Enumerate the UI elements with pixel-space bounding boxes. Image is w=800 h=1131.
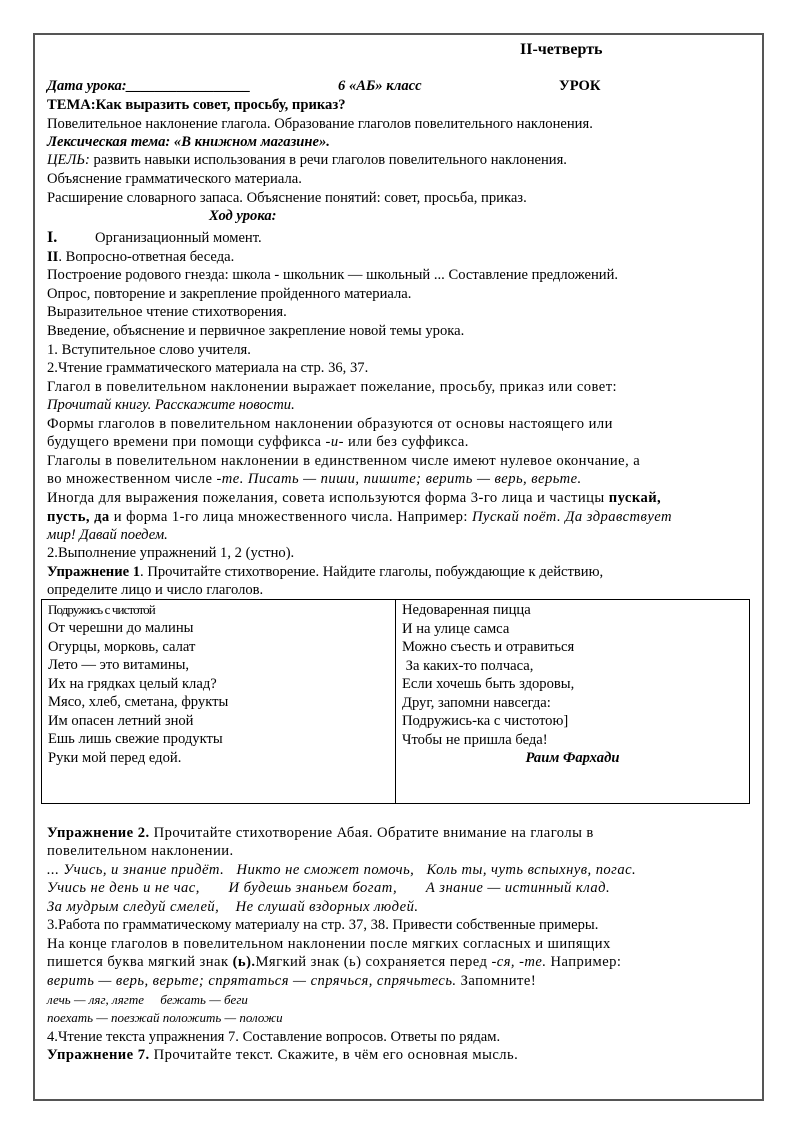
text-line: Опрос, повторение и закрепление пройденного материала. [47,286,412,302]
text-line: 3.Работа по грамматическому материалу на стр. 37, 38. Привести собственные примеры. [47,917,599,933]
poem-line: Руки мой перед едой. [48,749,182,766]
exercise-1-text: . Прочитайте стихотворение. Найдите глаголы, побуждающие к действию, [140,564,604,580]
text-line: 2.Выполнение упражнений 1, 2 (устно). [47,545,295,561]
text-line: 1. Вступительное слово учителя. [47,342,251,358]
goal-line [47,151,756,169]
date-blank: _________________ [126,78,251,94]
exercise-1-label: Упражнение 1 [47,564,141,580]
topic-label: ТЕМА: [47,97,96,113]
text-line [47,470,756,488]
poem-line: И на улице самса [402,620,510,637]
exercise-2-line [47,824,756,842]
text-line [47,972,756,990]
suffix-span: -ся, -те. [491,954,547,970]
abai-verse-line: Учись не день и не час, И будешь знаньем богат, А знание — истинный клад. [47,880,611,896]
poem-line: Мясо, хлеб, сметана, фрукты [48,694,229,710]
soft-sign-span: (ь). [232,954,256,970]
poem-line: Недоваренная пицца [402,602,531,618]
text-span: во множественном числе [47,471,217,487]
abai-verse-line: За мудрым следуй смелей, Не слушай вздорных людей. [47,899,419,915]
example-line: Прочитай книгу. Расскажите новости. [47,397,295,413]
date-label: Дата урока: [47,78,127,94]
text-line: Глагол в повелительном наклонении выражает пожелание, просьбу, приказ или совет: [47,379,618,395]
poem-line: Можно съесть и отравиться [402,639,575,655]
poem-line: Подружись-ка с чистотою] [402,713,569,729]
section-2 [47,248,756,266]
poem-author: Раим Фархади [525,750,620,766]
goal-text: развить навыки использования в речи глаголов повелительного наклонения. [89,152,567,168]
text-span: Запомните! [456,973,537,989]
text-span: будущего времени при помощи суффикса [47,434,326,450]
topic-text: Как выразить совет, просьбу, приказ? [95,97,346,113]
section-1-number: I. [47,229,58,246]
topic-line [47,96,756,114]
class-label: 6 «АБ» класс [338,78,422,94]
example-line: лечь — ляг, лягте бежать — беги [47,992,248,1007]
text-span: Мягкий знак (ь) сохраняется перед [255,954,492,970]
text-line [47,953,756,971]
poem-line: Чтобы не пришла беда! [402,731,548,748]
poem-line: Лето — это витамины, [48,657,190,673]
text-line: повелительном наклонении. [47,843,234,859]
text-line: 2.Чтение грамматического материала на стр. 36, 37. [47,360,369,376]
section-2-number: II [47,249,59,265]
course-heading: Ход урока: [209,208,277,224]
text-line: Выразительное чтение стихотворения. [47,304,287,320]
text-line: Объяснение грамматического материала. [47,171,302,187]
poem-left-column [42,600,396,804]
text-line: определите лицо и число глаголов. [47,582,264,598]
example-span: верить — верь, верьте; спрятаться — спрячься, спрячьтесь. [47,973,457,989]
particle-span: пускай, [608,490,662,506]
abai-verse-line: ... Учись, и знание придёт. Никто не сможет помочь, Коль ты, чуть вспыхнув, погас. [47,862,637,878]
text-span: Например: [546,954,622,970]
text-line: 4.Чтение текста упражнения 7. Составление вопросов. Ответы по рядам. [47,1029,501,1045]
exercise-7-label: Упражнение 7. [47,1047,150,1063]
section-1-text: Организационный момент. [95,230,262,246]
text-line [47,489,756,507]
text-span: и форма 1-го лица множественного числа. Например: [109,509,473,525]
poem-line: Их на грядках целый клад? [48,675,217,692]
poem-line: От черешни до малины [48,620,194,636]
poem-line: Им опасен летний зной [48,712,194,729]
poem-title: Подружись с чистотой [48,602,155,617]
section-2-text: . Вопросно-ответная беседа. [58,249,235,265]
poem-line: Ешь лишь свежие продукты [48,731,223,747]
particle-span: пусть, да [47,509,110,525]
text-line: Формы глаголов в повелительном наклонении образуются от основы настоящего или [47,416,613,432]
poem-line: Друг, запомни навсегда: [402,694,551,711]
poem-line: Если хочешь быть здоровы, [402,676,575,692]
exercise-1-line [47,563,756,581]
exercise-2-text: Прочитайте стихотворение Абая. Обратите внимание на глаголы в [149,825,594,841]
text-span: или без суффикса. [343,434,469,450]
goal-label: ЦЕЛЬ: [47,152,90,168]
lesson-label: УРОК [559,78,601,94]
section-1 [47,229,756,247]
text-line: Повелительное наклонение глагола. Образование глаголов повелительного наклонения. [47,116,593,132]
example-span: -те. Писать — пиши, пишите; верить — верь, верьте. [216,471,582,487]
lexical-topic: Лексическая тема: «В книжном магазине». [47,134,330,150]
text-line [47,433,756,451]
text-line: Глаголы в повелительном наклонении в единственном числе имеют нулевое окончание, а [47,453,641,469]
text-line: На конце глаголов в повелительном наклонении после мягких согласных и шипящих [47,936,611,952]
text-line: Построение родового гнезда: школа - школьник — школьный ... Составление предложений. [47,267,619,283]
exercise-7-line [47,1046,756,1064]
text-span: пишется буква мягкий знак [47,954,233,970]
suffix-span: -и- [325,434,344,450]
text-span: Иногда для выражения пожелания, совета используются форма 3-го лица и частицы [47,490,609,506]
poem-line: За каких-то полчаса, [402,657,534,674]
example-line: поехать — поезжай положить — положи [47,1010,283,1025]
text-line: Введение, объяснение и первичное закрепление новой темы урока. [47,323,465,339]
poem-right-column [396,600,750,804]
text-line: Расширение словарного запаса. Объяснение понятий: совет, просьба, приказ. [47,190,527,206]
text-line [47,508,756,526]
poem-table [41,599,750,804]
header-line [47,77,756,95]
poem-line: Огурцы, морковь, салат [48,638,196,655]
example-line: мир! Давай поедем. [47,527,168,543]
quarter-heading: II-четверть [520,41,603,58]
exercise-2-label: Упражнение 2. [47,825,150,841]
exercise-7-text: Прочитайте текст. Скажите, в чём его основная мысль. [149,1047,519,1063]
example-span: Пускай поёт. Да здравствует [472,509,672,525]
